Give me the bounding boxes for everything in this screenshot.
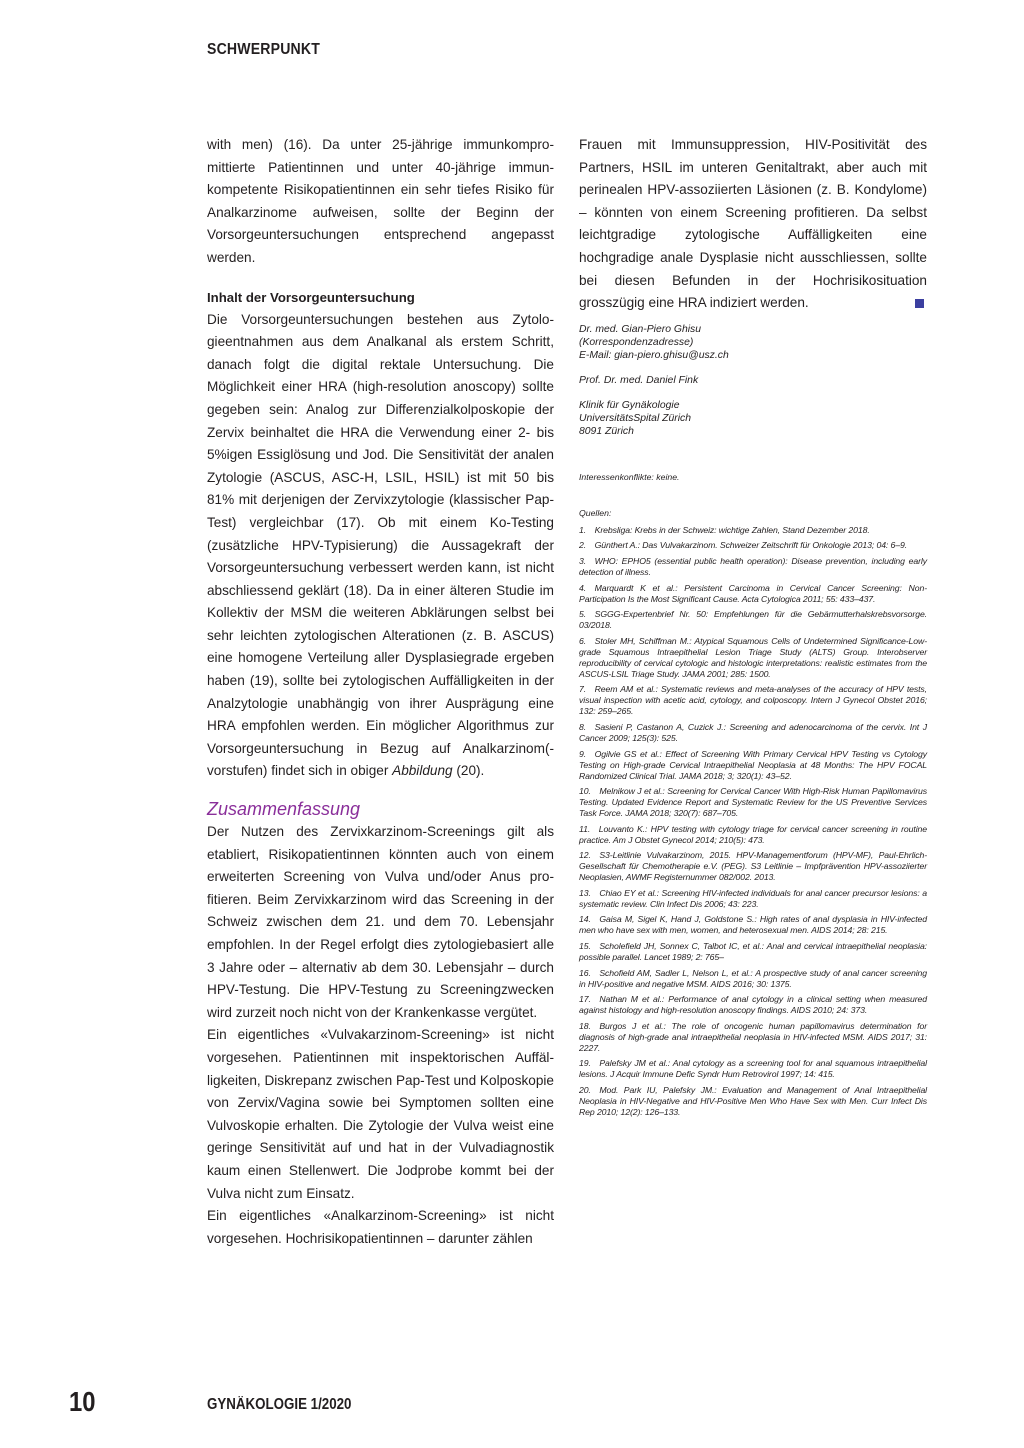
- references-title: Quellen:: [579, 507, 612, 518]
- reference-item: 6. Stoler MH, Schiffman M.: Atypical Squamous Cells of Undetermined Significance-Low-grade Squamous Intraepithelial Lesion Triage Study (ALTS) Group. Interobserver reproducibility of cervical cytologic and histologic interpretations: realistic estimates from the ASCUS-LSIL Triage Study. JAMA 2001; 285: 1500.: [579, 635, 927, 679]
- reference-item: 18. Burgos J et al.: The role of oncogenic human papillomavirus determination for diagnosis of high-grade anal intraepithelial neoplasia in HIV-infected MSM. AIDS 2017; 31: 2227.: [579, 1020, 927, 1053]
- figure-reference: Abbildung: [392, 763, 453, 779]
- body-paragraph-right: [579, 134, 927, 315]
- reference-item: 8. Sasieni P, Castanon A, Cuzick J.: Screening and adenocarcinoma of the cervix. Int J Cancer 2009; 125(3): 525.: [579, 721, 927, 743]
- body-paragraph-right-text: Frauen mit Immunsuppression, HIV-Positivität des Partners, HSIL im unteren Genitaltrakt, aber auch mit perinealen HPV-assoziierten Läsionen (z. B. Kondylome) – könnten von einem Screening profitieren. Da selbst leichtgradige zytologische Auffälligkeiten eine hochgradige anale Dysplasie nicht ausschliessen, sollte bei diesen Befunden in der Hochrisikosituation grosszügig eine HRA indiziert werden.: [579, 137, 927, 311]
- reference-item: 13. Chiao EY et al.: Screening HIV-infected individuals for anal cancer precursor lesions: a systematic review. Clin Infect Dis 2006; 43: 223.: [579, 887, 927, 909]
- subheading-inhalt: Inhalt der Vorsorgeuntersuchung: [207, 289, 415, 305]
- reference-item: 2. Günthert A.: Das Vulvakarzinom. Schweizer Zeitschrift für Onkologie 2013; 04: 6–9.: [579, 540, 908, 551]
- author1-name: Dr. med. Gian-Piero Ghisu: [579, 323, 702, 335]
- right-column: [579, 134, 927, 1123]
- author2-name: Prof. Dr. med. Daniel Fink: [579, 374, 699, 386]
- author1-email: E-Mail: gian-piero.ghisu@usz.ch: [579, 349, 729, 361]
- reference-item: 4. Marquardt K et al.: Persistent Carcinoma in Cervical Cancer Screening: Non-Participation Is the Most Significant Cause. Acta Cytologica 2011; 55: 433–437.: [579, 582, 927, 604]
- affiliation-line-2: UniversitätsSpital Zürich: [579, 412, 692, 424]
- author-block: [579, 323, 927, 438]
- reference-item: 14. Gaisa M, Sigel K, Hand J, Goldstone S.: High rates of anal dysplasia in HIV-infected men who have sex with men, women, and heterosexual men. AIDS 2014; 28: 215.: [579, 914, 927, 936]
- body-paragraph-1: with men) (16). Da unter 25-jährige immunkompromittierte Patientinnen und unter 40-jährige immunkompetente Risikopatientinnen ein sehr tiefes Risiko für Analkarzinome aufweisen, sollte der Beginn der Vorsorgeuntersuchungen entsprechend angepasst werden.: [207, 137, 554, 265]
- end-of-article-square-icon: [915, 299, 924, 308]
- affiliation-line-1: Klinik für Gynäkologie: [579, 399, 680, 411]
- body-paragraph-2-end: (20).: [452, 763, 485, 779]
- reference-item: 1. Krebsliga: Krebs in der Schweiz: wichtige Zahlen, Stand Dezember 2018.: [579, 524, 870, 535]
- reference-item: 9. Ogilvie GS et al.: Effect of Screening With Primary Cervical HPV Testing vs Cytology Testing on High-grade Cervical Intraepithelial Neoplasia at 48 Months: The HPV FOCAL Randomized Clinical Trial. JAMA 2018; 3; 320(1): 43–52.: [579, 748, 927, 781]
- reference-item: 12. S3-Leitlinie Vulvakarzinom, 2015. HPV-Managementforum (HPV-MF), Paul-Ehrlich-Gesellschaft für Chemotherapie e.V. (PEG). S3 Leitlinie – Impfprävention HPV-assoziierter Neoplasien, AWMF Registernummer 082/002. 2013.: [579, 850, 927, 883]
- left-column: [207, 134, 554, 1250]
- body-paragraph-4: Ein eigentliches «Vulvakarzinom-Screening» ist nicht vorgesehen. Patientinnen mit inspektorischen Auffälligkeiten, Diskrepanz zwischen Pap-Test und Kolposkopie von Zervix/Vagina sowie bei Symptomen sollten eine Vulvoskopie erhalten. Die Zytologie der Vulva weist eine geringe Sensitivität auf und hat in der Vulvadiagnostik kaum einen Stellenwert. Die Jodprobe kommt bei der Vulva nicht zum Einsatz.: [207, 1027, 554, 1201]
- reference-item: 10. Melnikow J et al.: Screening for Cervical Cancer With High-Risk Human Papillomavirus Testing. Updated Evidence Report and Systematic Review for the US Preventive Services Task Force. JAMA 2018; 320(7): 687–705.: [579, 786, 927, 819]
- body-paragraph-5: Ein eigentliches «Analkarzinom-Screening» ist nicht vorgesehen. Hochrisikopatientinnen – darunter zählen: [207, 1208, 554, 1246]
- section-header: SCHWERPUNKT: [207, 41, 321, 58]
- reference-item: 16. Schofield AM, Sadler L, Nelson L, et al.: A prospective study of anal cancer screening in HIV-positive and negative MSM. AIDS 2016; 30: 1375.: [579, 967, 927, 989]
- reference-item: 7. Reem AM et al.: Systematic reviews and meta-analyses of the accuracy of HPV tests, visual inspection with acetic acid, cytology, and colposcopy. Intern J Gynecol Obstet 2016; 132: 259–265.: [579, 684, 927, 717]
- body-paragraph-2: [207, 309, 554, 783]
- reference-item: 11. Louvanto K.: HPV testing with cytology triage for cervical cancer screening in routine practice. Am J Obstet Gynecol 2014; 210(5): 473.: [579, 823, 927, 845]
- page-number: 10: [69, 1386, 96, 1417]
- author1-role: (Korrespondenzadresse): [579, 336, 694, 348]
- reference-item: 17. Nathan M et al.: Performance of anal cytology in a clinical setting when measured against histology and high-resolution anoscopy findings. AIDS 2010; 24: 373.: [579, 994, 927, 1016]
- references-list: [579, 525, 927, 1118]
- body-paragraph-3: Der Nutzen des Zervixkarzinom-Screenings gilt als etabliert, Risikopatientinnen könnten auch von einem erweiterten Screening von Vulva und/oder Anus profitieren. Beim Zervixkarzinom wird das Screening in der Schweiz zwischen dem 21. und dem 70. Lebensjahr empfohlen. In der Regel erfolgt dies zytologiebasiert alle 3 Jahre oder – alternativ ab dem 30. Lebensjahr – durch HPV-Testung. Die HPV-Testung zu Screeningzwecken wird zurzeit noch nicht von der Krankenkasse vergütet.: [207, 824, 554, 1020]
- section-title-zusammenfassung: Zusammenfassung: [207, 799, 361, 820]
- body-paragraph-2-text: Die Vorsorgeuntersuchungen bestehen aus Zytologieentnahmen aus dem Analkanal als erstem Schritt, danach folgt die digital rektale Untersuchung. Die Möglichkeit einer HRA (high-resolution anoscopy) sollte gegeben sein: Analog zur Differenzialkolposkopie der Zervix beinhaltet die HRA die Verwendung einer 2- bis 5%igen Essiglösung und Jod. Die Sensitivität der analen Zytologie (ASCUS, ASC-H, LSIL, HSIL) ist mit 50 bis 81% mit derjenigen der Zervixzytologie (klassischer Pap-Test) vergleichbar (17). Ob mit einem Ko-Testing (zusätzliche HPV-Typisierung) die Aussagekraft der Vorsorgeuntersuchung verbessert werden kann, ist nicht abschliessend geklärt (18). Da in einer älteren Studie im Kollektiv der MSM die weiteren Abklärungen selbst bei sehr leichten zytologischen Alterationen (z. B. ASCUS) eine homogene Verteilung aller Dysplasiegrade ergeben haben (19), sollte bei zytologischen Auffälligkeiten in der Analzytologie unabhängig von ihrer Ausprägung eine HRA empfohlen werden. Ein möglicher Algorithmus zur Vorsorgeuntersuchung in Bezug auf Analkarzinom(-vorstufen) findet sich in obiger: [207, 311, 554, 779]
- reference-item: 15. Scholefield JH, Sonnex C, Talbot IC, et al.: Anal and cervical intraepithelial neoplasia: possible parallel. Lancet 1989; 2: 765–: [579, 941, 927, 963]
- reference-item: 19. Palefsky JM et al.: Anal cytology as a screening tool for anal squamous intraepithelial lesions. J Acquir Immune Defic Syndr Hum Retrovirol 1997; 14: 415.: [579, 1058, 927, 1080]
- affiliation-line-3: 8091 Zürich: [579, 425, 634, 437]
- reference-item: 3. WHO: EPHO5 (essential public health operation): Disease prevention, including early detection of illness.: [579, 555, 927, 577]
- reference-item: 20. Mod. Park IU, Palefsky JM.: Evaluation and Management of Anal Intraepithelial Neoplasia in HIV-Negative and HIV-Positive Men Who Have Sex with Men. Curr Infect Dis Rep 2010; 12(2): 126–133.: [579, 1085, 927, 1118]
- journal-issue: GYNÄKOLOGIE 1/2020: [207, 1396, 352, 1413]
- conflict-of-interest: Interessenkonflikte: keine.: [579, 471, 680, 482]
- reference-item: 5. SGGG-Expertenbrief Nr. 50: Empfehlungen für die Gebärmutterhalskrebsvorsorge. 03/2018.: [579, 609, 927, 631]
